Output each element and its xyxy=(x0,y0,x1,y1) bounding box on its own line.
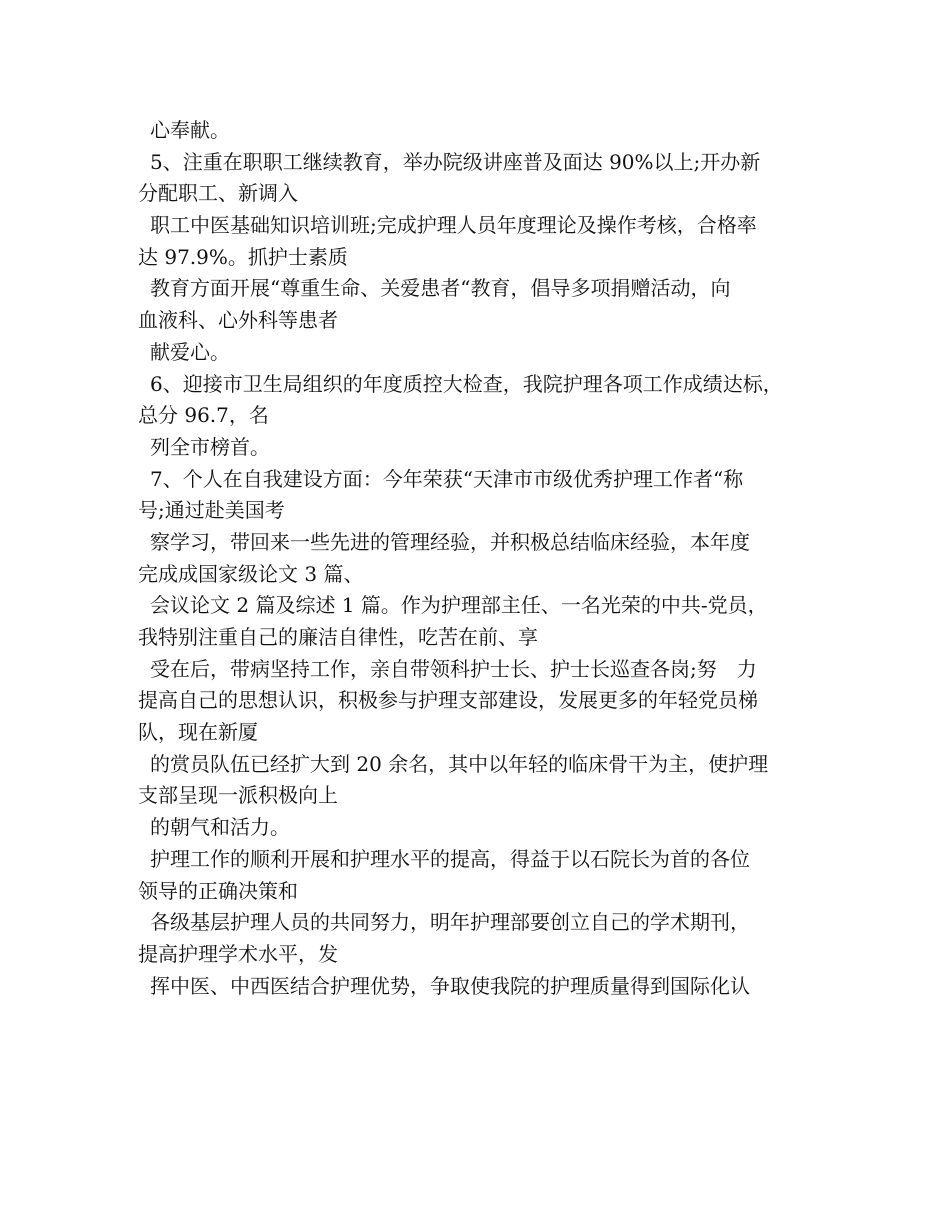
text-line: 受在后，带病坚持工作，亲自带领科护士长、护士长巡查各岗;努 力 xyxy=(150,656,757,681)
text-line: 号;通过赴美国考 xyxy=(138,498,285,523)
text-line: 5、注重在职职工继续教育，举办院级讲座普及面达 90%以上;开办新 xyxy=(150,149,761,174)
text-line: 献爱心。 xyxy=(150,339,230,364)
text-line: 完成成国家级论文 3 篇、 xyxy=(138,561,364,586)
text-line: 挥中医、中西医结合护理优势，争取使我院的护理质量得到国际化认 xyxy=(150,973,750,998)
text-line: 心奉献。 xyxy=(150,118,230,142)
text-line: 支部呈现一派积极向上 xyxy=(138,783,338,808)
text-line: 血液科、心外科等患者 xyxy=(138,308,338,333)
text-line: 护理工作的顺利开展和护理水平的提高，得益于以石院长为首的各位 xyxy=(150,846,750,871)
text-line: 列全市榜首。 xyxy=(150,434,270,459)
text-line: 提高护理学术水平，发 xyxy=(138,941,338,966)
document-body xyxy=(138,115,838,1002)
text-line: 的朝气和活力。 xyxy=(150,815,290,840)
text-line: 察学习，带回来一些先进的管理经验，并积极总结临床经验，本年度 xyxy=(150,529,750,554)
text-line: 职工中医基础知识培训班;完成护理人员年度理论及操作考核，合格率 xyxy=(150,213,757,238)
text-line: 的赏员队伍已经扩大到 20 余名，其中以年轻的临床骨干为主，使护理 xyxy=(150,751,769,776)
text-line: 6、迎接市卫生局组织的年度质控大检查，我院护理各项工作成绩达标， xyxy=(150,371,783,396)
text-line: 我特别注重自己的廉洁自律性，吃苦在前、享 xyxy=(138,625,538,649)
text-line: 会议论文 2 篇及综述 1 篇。作为护理部主任、一名光荣的中共-党员， xyxy=(150,593,768,618)
text-line: 各级基层护理人员的共同努力，明年护理部要创立自己的学术期刊， xyxy=(150,910,750,935)
text-line: 达 97.9%。抓护士素质 xyxy=(138,244,348,269)
text-line: 领导的正确决策和 xyxy=(138,878,298,903)
text-line: 队，现在新厦 xyxy=(138,720,258,745)
text-line: 教育方面开展“尊重生命、关爱患者“教育，倡导多项捐赠活动，向 xyxy=(150,276,731,301)
text-line: 分配职工、新调入 xyxy=(138,181,298,206)
text-line: 提高自己的思想认识，积极参与护理支部建设，发展更多的年轻党员梯 xyxy=(138,688,758,713)
text-line: 总分 96.7，名 xyxy=(138,403,269,428)
text-line: 7、个人在自我建设方面：今年荣获“天津市市级优秀护理工作者“称 xyxy=(150,466,744,491)
